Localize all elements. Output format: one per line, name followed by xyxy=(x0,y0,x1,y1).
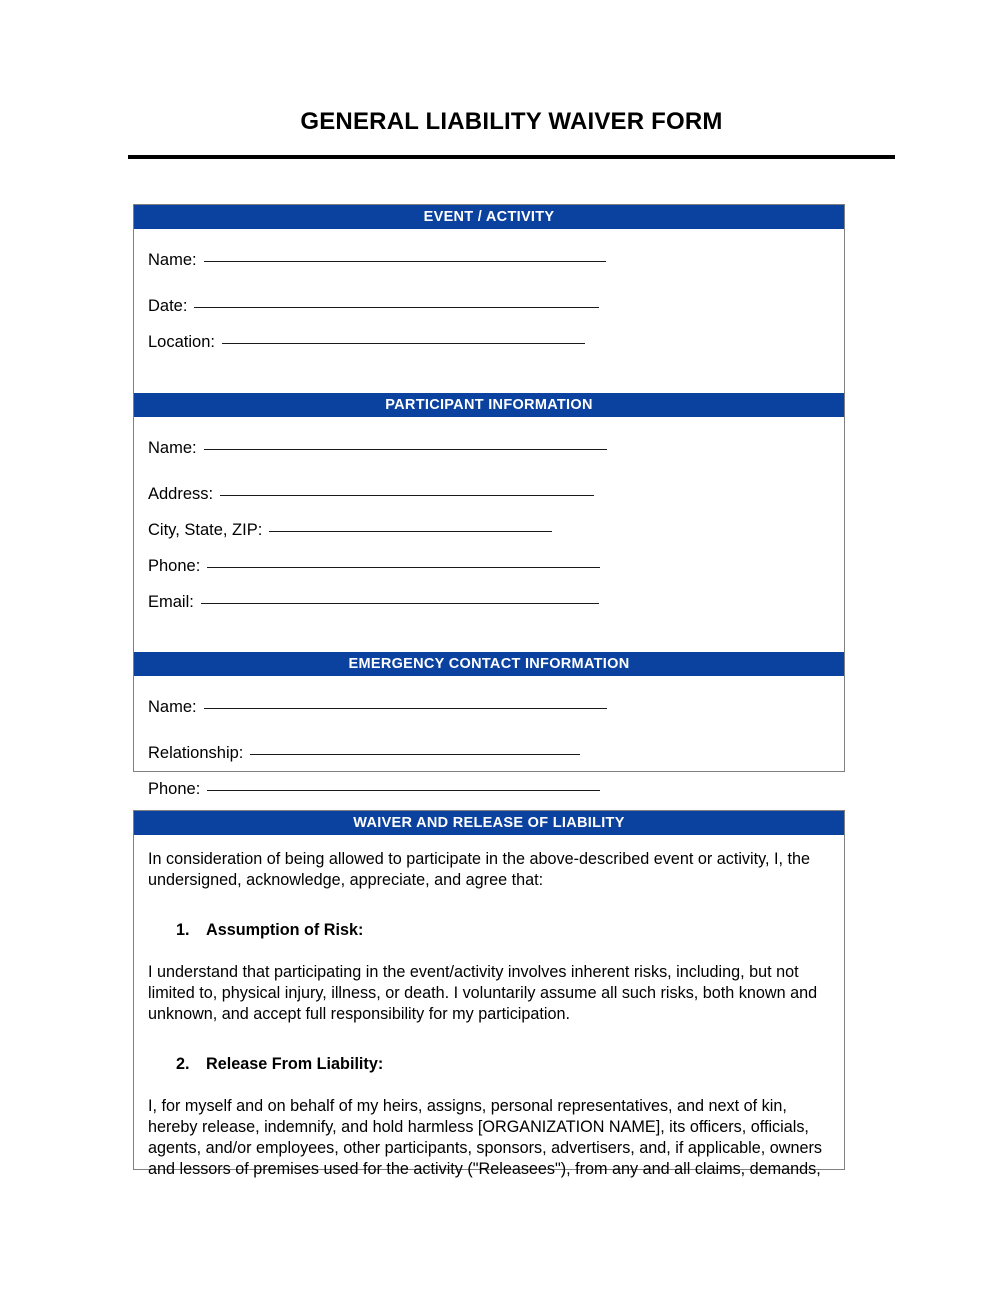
section-header-event-activity: EVENT / ACTIVITY xyxy=(134,205,844,229)
list-item xyxy=(176,1055,828,1074)
field-label: Location: xyxy=(148,333,215,351)
field-label: Date: xyxy=(148,297,188,315)
field-label: Name: xyxy=(148,439,197,457)
field-label: Phone: xyxy=(148,557,201,575)
field-blank-line[interactable] xyxy=(194,307,599,308)
list-item-number: 1. xyxy=(176,921,190,939)
field-blank-line[interactable] xyxy=(269,531,552,532)
waiver-intro-paragraph: In consideration of being allowed to participate in the above-described event or activity, I, the undersigned, acknowledge, appreciate, and agree that: xyxy=(148,850,810,889)
waiver-item-body: I understand that participating in the event/activity involves inherent risks, including, but not limited to, physical injury, illness, or death. I voluntarily assume all such risks, both known and unknown, and accept full responsibility for my participation. xyxy=(148,963,818,1023)
field-blank-line[interactable] xyxy=(222,343,585,344)
list-item-title: Release From Liability: xyxy=(206,1055,384,1073)
section-header-waiver-and-release-of-liability: WAIVER AND RELEASE OF LIABILITY xyxy=(134,811,844,835)
list-item xyxy=(176,921,828,940)
field-label: Name: xyxy=(148,698,197,716)
field-row xyxy=(134,297,844,333)
field-label: Relationship: xyxy=(148,744,244,762)
field-label: City, State, ZIP: xyxy=(148,521,263,539)
field-blank-line[interactable] xyxy=(250,754,580,755)
information-box xyxy=(133,204,845,798)
field-blank-line[interactable] xyxy=(201,603,599,604)
field-row xyxy=(134,557,844,593)
field-row xyxy=(134,744,844,780)
field-blank-line[interactable] xyxy=(207,567,600,568)
waiver-item-body: I, for myself and on behalf of my heirs, assigns, personal representatives, and next of kin, hereby release, indemnify, and hold harmless [ORGANIZATION NAME], its officers, officials, agents, and/or employees, other participants, sponsors, advertisers, and, if applicable, owners and lessors of premises used for the activity ("Releasees"), from any and all claims, demands, xyxy=(148,1097,822,1178)
field-row xyxy=(134,229,844,297)
field-row xyxy=(134,676,844,744)
field-blank-line[interactable] xyxy=(204,449,607,450)
field-blank-line[interactable] xyxy=(207,790,600,791)
field-label: Email: xyxy=(148,593,194,611)
field-label: Address: xyxy=(148,485,214,503)
list-item-title: Assumption of Risk: xyxy=(206,921,364,939)
section-header-emergency-contact-information: EMERGENCY CONTACT INFORMATION xyxy=(134,652,844,676)
title-divider xyxy=(128,155,895,159)
field-label: Name: xyxy=(148,251,197,269)
waiver-box xyxy=(133,810,845,1178)
list-item-number: 2. xyxy=(176,1055,190,1073)
section-body-event-activity xyxy=(134,229,844,393)
field-label: Phone: xyxy=(148,780,201,798)
section-header-participant-information: PARTICIPANT INFORMATION xyxy=(134,393,844,417)
waiver-body xyxy=(134,835,844,1180)
field-row xyxy=(134,593,844,629)
field-blank-line[interactable] xyxy=(204,261,606,262)
section-body-participant-information xyxy=(134,417,844,652)
field-row xyxy=(134,521,844,557)
section-body-emergency-contact-information xyxy=(134,676,844,816)
field-blank-line[interactable] xyxy=(204,708,607,709)
field-blank-line[interactable] xyxy=(220,495,594,496)
field-row xyxy=(134,485,844,521)
field-row xyxy=(134,333,844,369)
field-row xyxy=(134,417,844,485)
page-title: GENERAL LIABILITY WAIVER FORM xyxy=(300,108,723,135)
